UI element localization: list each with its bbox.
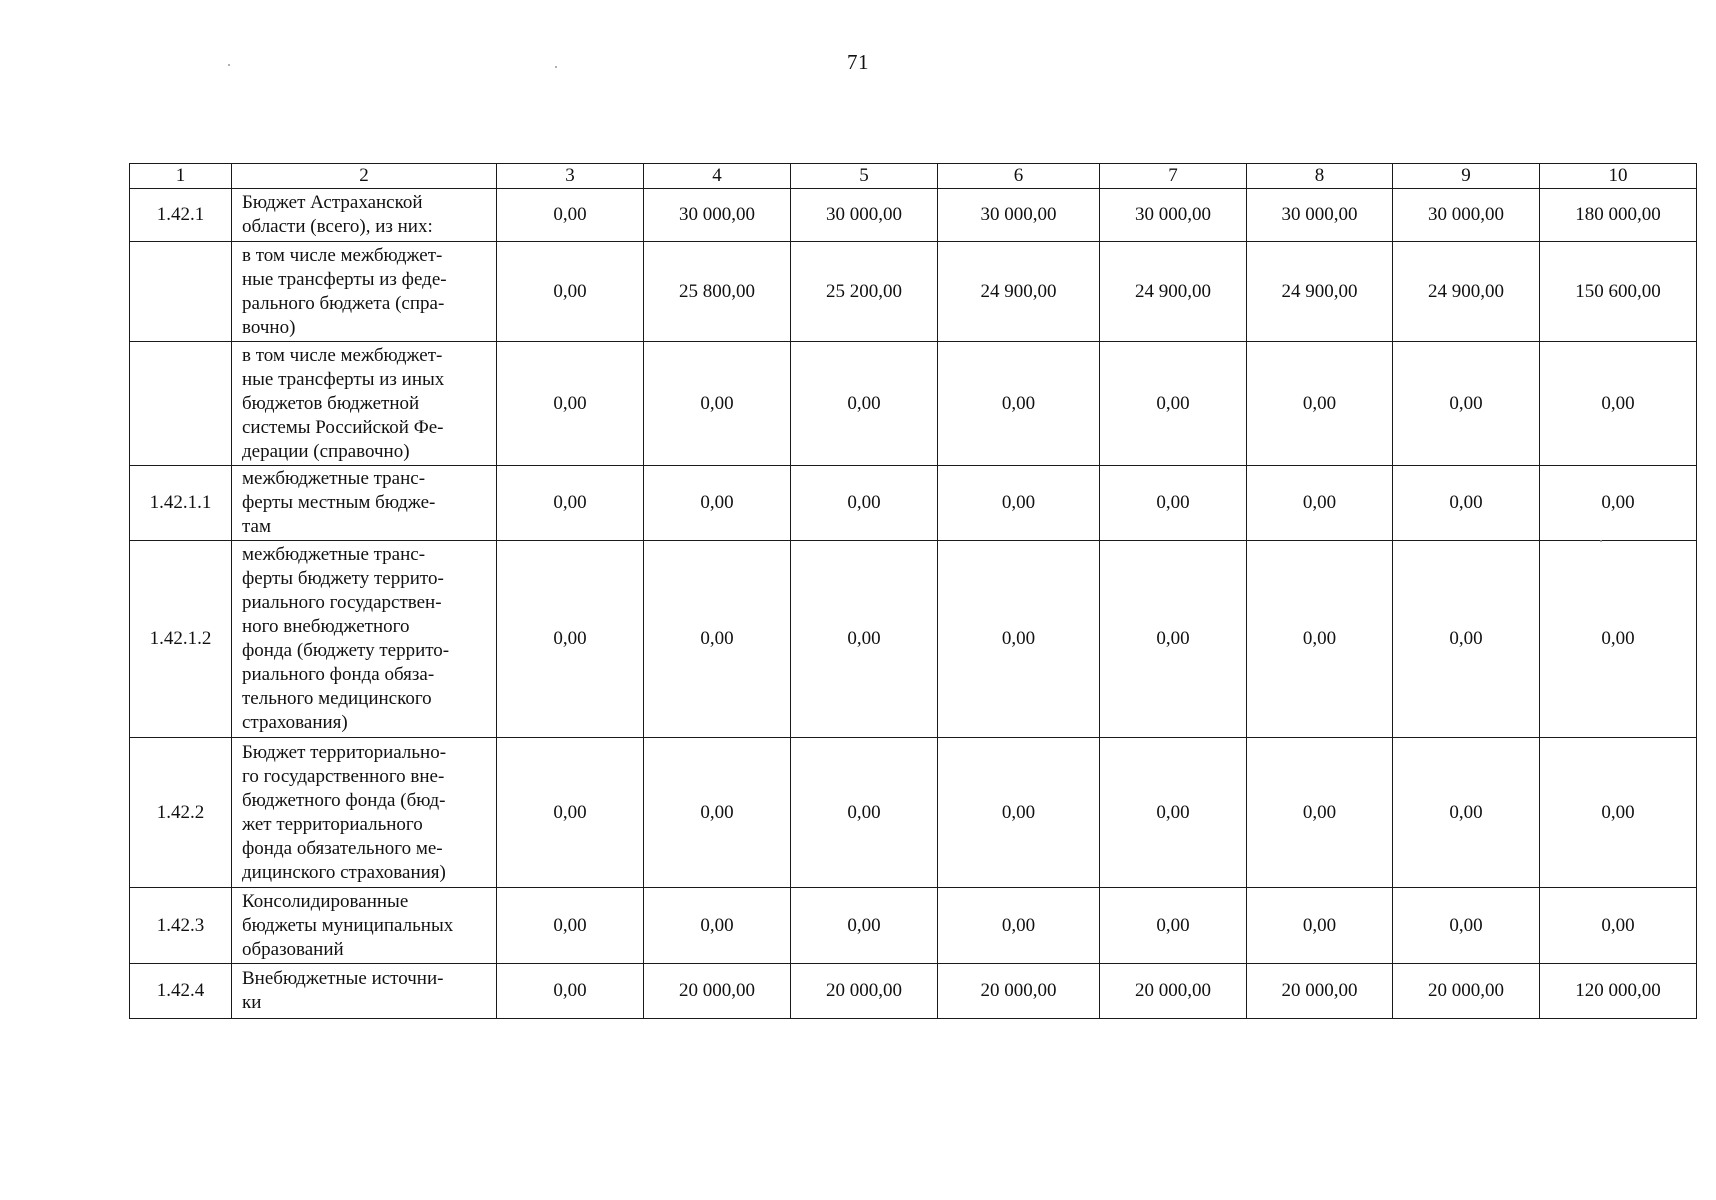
- value-cell: 20 000,00: [644, 964, 791, 1019]
- value-cell: 0,00: [497, 466, 644, 541]
- value-cell: 0,00: [1100, 466, 1247, 541]
- description-line: ферты бюджету террито-: [242, 568, 444, 589]
- table-row: [130, 964, 1697, 1019]
- value-cell: 20 000,00: [1247, 964, 1393, 1019]
- value-cell: 0,00: [644, 466, 791, 541]
- row-code: 1.42.1.1: [130, 466, 232, 541]
- scan-speck: [1600, 540, 1602, 542]
- value-cell: 0,00: [938, 541, 1100, 738]
- value-cell: 25 800,00: [644, 242, 791, 342]
- value-cell: 0,00: [644, 738, 791, 888]
- header-cell: 10: [1540, 164, 1697, 189]
- value-cell: 0,00: [1540, 738, 1697, 888]
- value-cell: 24 900,00: [1100, 242, 1247, 342]
- description-line: дицинского страхования): [242, 861, 446, 883]
- value-cell: 0,00: [1393, 466, 1540, 541]
- value-cell: 24 900,00: [1247, 242, 1393, 342]
- value-cell: 0,00: [1100, 888, 1247, 964]
- table-row: [130, 466, 1697, 541]
- header-cell: 7: [1100, 164, 1247, 189]
- value-cell: 0,00: [1393, 888, 1540, 964]
- value-cell: 0,00: [497, 964, 644, 1019]
- value-cell: 0,00: [497, 342, 644, 466]
- value-cell: 0,00: [791, 738, 938, 888]
- description-line: бюджетов бюджетной: [242, 392, 420, 414]
- value-cell: 30 000,00: [1247, 189, 1393, 242]
- description-line: ки: [242, 992, 262, 1013]
- row-code: 1.42.1.2: [130, 541, 232, 738]
- value-cell: 120 000,00: [1540, 964, 1697, 1019]
- table-row: [130, 888, 1697, 964]
- value-cell: 30 000,00: [644, 189, 791, 242]
- row-code: 1.42.3: [130, 888, 232, 964]
- row-description: [232, 738, 497, 888]
- value-cell: 30 000,00: [791, 189, 938, 242]
- description-line: Бюджет территориально-: [242, 741, 447, 763]
- value-cell: 0,00: [1393, 342, 1540, 466]
- value-cell: 0,00: [1393, 738, 1540, 888]
- table-row: [130, 189, 1697, 242]
- value-cell: 0,00: [644, 342, 791, 466]
- table-body: [130, 164, 1697, 1019]
- row-description: [232, 189, 497, 242]
- value-cell: 0,00: [1100, 738, 1247, 888]
- description-line: вочно): [242, 316, 296, 338]
- row-code: [130, 342, 232, 466]
- value-cell: 0,00: [497, 541, 644, 738]
- value-cell: 20 000,00: [938, 964, 1100, 1019]
- value-cell: 0,00: [1247, 541, 1393, 738]
- description-line: бюджетного фонда (бюд-: [242, 789, 446, 811]
- value-cell: 0,00: [1100, 541, 1247, 738]
- value-cell: 24 900,00: [1393, 242, 1540, 342]
- description-line: ферты местным бюдже-: [242, 492, 436, 513]
- value-cell: 0,00: [1540, 466, 1697, 541]
- row-code: 1.42.4: [130, 964, 232, 1019]
- description-line: тельного медицинского: [242, 688, 432, 709]
- value-cell: 0,00: [1540, 342, 1697, 466]
- description-line: рального бюджета (спра-: [242, 292, 445, 314]
- header-cell: 4: [644, 164, 791, 189]
- value-cell: 20 000,00: [1100, 964, 1247, 1019]
- description-line: межбюджетные транс-: [242, 544, 426, 565]
- value-cell: 30 000,00: [1393, 189, 1540, 242]
- value-cell: 0,00: [644, 541, 791, 738]
- description-line: межбюджетные транс-: [242, 468, 426, 489]
- row-description: [232, 342, 497, 466]
- value-cell: 20 000,00: [791, 964, 938, 1019]
- value-cell: 30 000,00: [1100, 189, 1247, 242]
- description-line: страхования): [242, 712, 348, 733]
- header-cell: 1: [130, 164, 232, 189]
- description-line: риального государствен-: [242, 592, 442, 613]
- value-cell: 0,00: [1393, 541, 1540, 738]
- value-cell: 0,00: [791, 466, 938, 541]
- description-line: ного внебюджетного: [242, 616, 410, 637]
- row-description: [232, 242, 497, 342]
- description-line: Внебюджетные источни-: [242, 968, 444, 989]
- description-line: в том числе межбюджет-: [242, 344, 443, 366]
- row-code: 1.42.2: [130, 738, 232, 888]
- value-cell: 0,00: [938, 738, 1100, 888]
- budget-table: [129, 163, 1697, 1019]
- description-line: дерации (справочно): [242, 440, 410, 462]
- row-description: [232, 888, 497, 964]
- row-description: [232, 964, 497, 1019]
- value-cell: 0,00: [791, 888, 938, 964]
- header-cell: 6: [938, 164, 1100, 189]
- value-cell: 180 000,00: [1540, 189, 1697, 242]
- value-cell: 25 200,00: [791, 242, 938, 342]
- description-line: образований: [242, 938, 344, 960]
- description-line: Консолидированные: [242, 890, 409, 912]
- value-cell: 0,00: [938, 466, 1100, 541]
- value-cell: 0,00: [1100, 342, 1247, 466]
- row-description: [232, 541, 497, 738]
- value-cell: 0,00: [497, 242, 644, 342]
- header-cell: 5: [791, 164, 938, 189]
- description-line: Бюджет Астраханской: [242, 192, 423, 213]
- value-cell: 0,00: [938, 342, 1100, 466]
- description-line: фонда обязательного ме-: [242, 837, 443, 859]
- description-line: бюджеты муниципальных: [242, 914, 454, 936]
- value-cell: 0,00: [1247, 466, 1393, 541]
- row-code: 1.42.1: [130, 189, 232, 242]
- value-cell: 0,00: [497, 888, 644, 964]
- description-line: го государственного вне-: [242, 765, 445, 787]
- description-line: ные трансферты из феде-: [242, 268, 447, 290]
- table-row: [130, 738, 1697, 888]
- row-description: [232, 466, 497, 541]
- value-cell: 0,00: [497, 189, 644, 242]
- value-cell: 0,00: [1540, 888, 1697, 964]
- value-cell: 0,00: [1247, 888, 1393, 964]
- value-cell: 0,00: [1247, 342, 1393, 466]
- table-row: [130, 242, 1697, 342]
- description-line: фонда (бюджету террито-: [242, 640, 450, 661]
- description-line: в том числе межбюджет-: [242, 244, 443, 266]
- table-row: [130, 342, 1697, 466]
- header-cell: 2: [232, 164, 497, 189]
- header-cell: 9: [1393, 164, 1540, 189]
- value-cell: 0,00: [644, 888, 791, 964]
- description-line: области (всего), из них:: [242, 216, 433, 237]
- table-row: [130, 541, 1697, 738]
- value-cell: 0,00: [791, 342, 938, 466]
- description-line: системы Российской Фе-: [242, 416, 444, 438]
- value-cell: 0,00: [791, 541, 938, 738]
- header-cell: 3: [497, 164, 644, 189]
- value-cell: 0,00: [1540, 541, 1697, 738]
- description-line: ные трансферты из иных: [242, 368, 445, 390]
- value-cell: 150 600,00: [1540, 242, 1697, 342]
- scan-speck: [555, 66, 557, 68]
- value-cell: 30 000,00: [938, 189, 1100, 242]
- value-cell: 0,00: [497, 738, 644, 888]
- page-number: 71: [847, 50, 869, 74]
- row-code: [130, 242, 232, 342]
- value-cell: 20 000,00: [1393, 964, 1540, 1019]
- description-line: жет территориального: [242, 813, 423, 835]
- value-cell: 0,00: [938, 888, 1100, 964]
- description-line: риального фонда обяза-: [242, 664, 435, 685]
- description-line: там: [242, 516, 271, 537]
- header-cell: 8: [1247, 164, 1393, 189]
- value-cell: 24 900,00: [938, 242, 1100, 342]
- value-cell: 0,00: [1247, 738, 1393, 888]
- header-row: [130, 164, 1697, 189]
- scan-speck: [228, 64, 230, 66]
